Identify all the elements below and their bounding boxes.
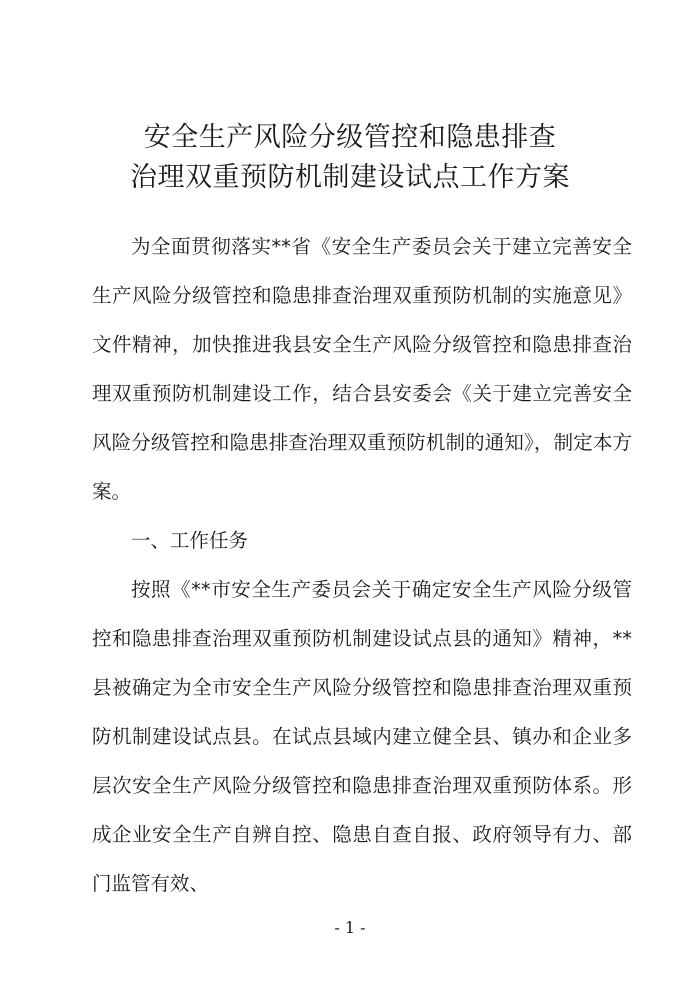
paragraph-work-tasks: 按照《**市安全生产委员会关于确定安全生产风险分级管控和隐患排查治理双重预防机制建设试点县的通知》精神，**县被确定为全市安全生产风险分级管控和隐患排查治理双重预防机制建设试点县。在试点县域内建立健全县、镇办和企业多层次安全生产风险分级管控和隐患排查治理双重预防体系。形成企业安全生产自辨自控、隐患自查自报、政府领导有力、部门监管有效、: [92, 578, 632, 895]
document-body: [92, 222, 632, 908]
section-heading-work-tasks: 一、工作任务: [131, 529, 249, 552]
page-number: - 1 -: [334, 918, 366, 937]
title-line-2: 治理双重预防机制建设试点工作方案: [130, 162, 570, 193]
paragraph-intro: 为全面贯彻落实**省《安全生产委员会关于建立完善安全生产风险分级管控和隐患排查治理双重预防机制的实施意见》文件精神，加快推进我县安全生产风险分级管控和隐患排查治理双重预防机制建设工作，结合县安委会《关于建立完善安全风险分级管控和隐患排查治理双重预防机制的通知》，制定本方案。: [92, 235, 632, 503]
document-title: [0, 118, 700, 198]
title-line-1: 安全生产风险分级管控和隐患排查: [143, 122, 557, 153]
